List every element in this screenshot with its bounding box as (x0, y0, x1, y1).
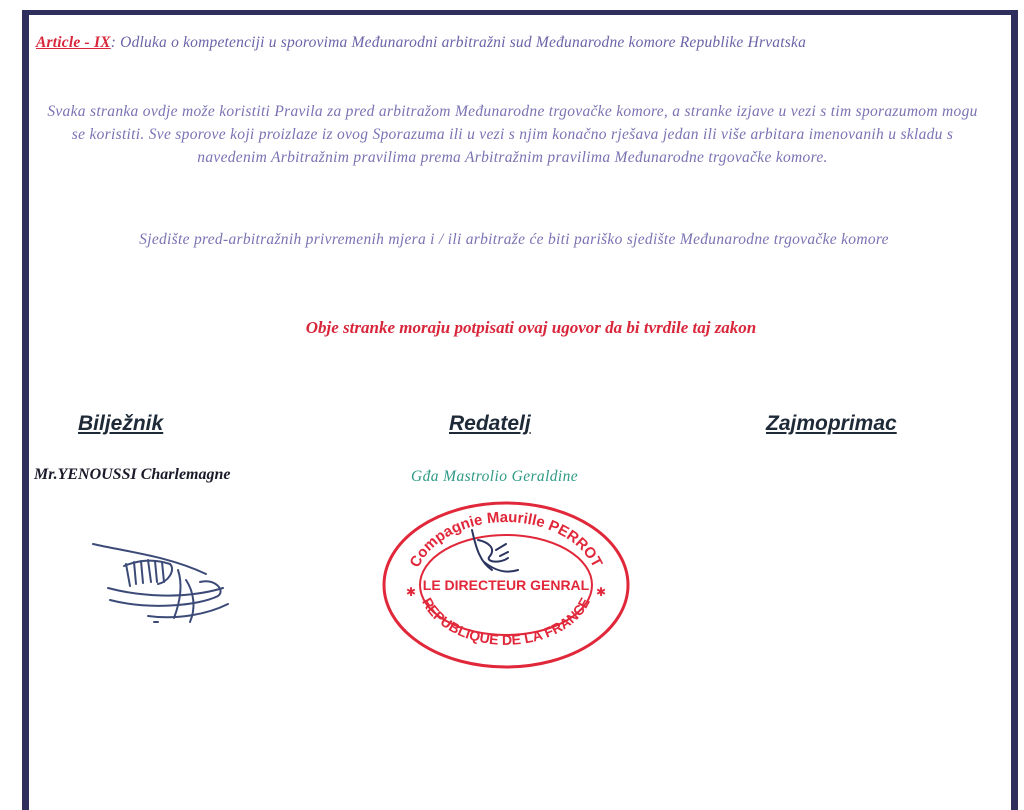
signature-requirement: Obje stranke moraju potpisati ovaj ugovor da bi tvrdile taj zakon (305, 318, 757, 337)
stamp-center-text: LE DIRECTEUR GENRAL (422, 577, 590, 593)
notary-signature (88, 530, 238, 630)
stamp-bottom-text: REPUBLIQUE DE LA FRANCE (419, 594, 593, 648)
borrower-heading: Zajmoprimac (766, 412, 897, 435)
notary-name: Mr.YENOUSSI Charlemagne (34, 466, 231, 483)
article-title: : Odluka o kompetenciji u sporovima Međunarodni arbitražni sud Međunarodne komore Republike Hrvatska (110, 34, 807, 51)
director-name: Gđa Mastrolio Geraldine (411, 468, 579, 485)
company-stamp (380, 500, 632, 670)
notary-heading: Bilježnik (78, 412, 164, 435)
arbitration-paragraph: Svaka stranka ovdje može koristiti Pravila za pred arbitražom Međunarodne trgovačke komore, a stranke izjave u vezi s tim sporazumom mogu se koristiti. Sve sporove koji proizlaze iz ovog Sporazuma ili u vezi s njim konačno rješava jedan ili više arbitara imenovanih u skladu s navedenim Arbitražnim pravilima prema Arbitražnim pravilima Međunarodne trgovačke komore. (47, 103, 978, 166)
article-label: Article - IX (36, 34, 111, 51)
star-icon: ✱ (596, 585, 607, 599)
article-heading (36, 31, 976, 54)
stamp-top-text: Compagnie Maurille PERROT (406, 508, 606, 571)
seat-paragraph: Sjedište pred-arbitražnih privremenih mjera i / ili arbitraže će biti pariško sjedište Međunarodne trgovačke komore (139, 231, 889, 248)
director-heading: Redatelj (449, 412, 531, 435)
star-icon: ✱ (406, 585, 417, 599)
